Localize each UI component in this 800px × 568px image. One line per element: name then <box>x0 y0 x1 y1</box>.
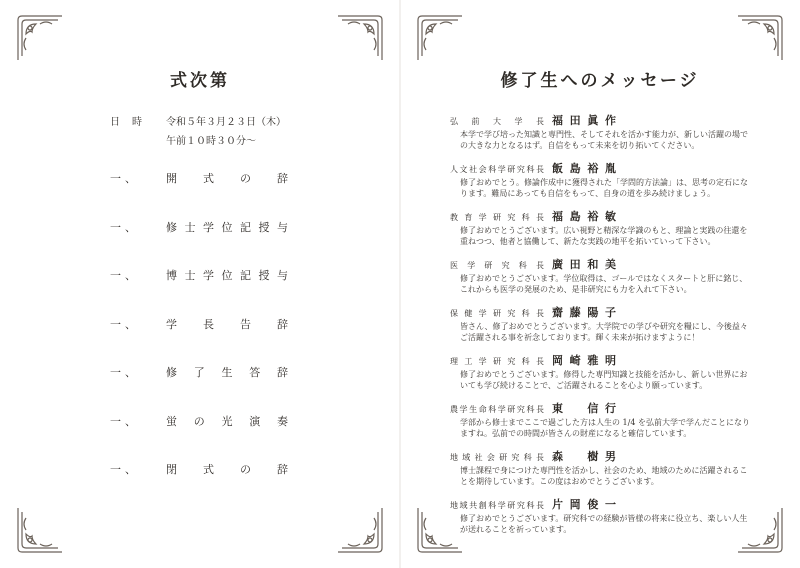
messages-title: 修了生へのメッセージ <box>500 71 700 91</box>
message-text: 修了おめでとうございます。修得した専門知識と技能を活かし、新しい世界においても学び続けることで、ご活躍されることを心より願っています。 <box>460 370 748 390</box>
sender-name: 福田眞作 <box>552 114 616 127</box>
message-entry <box>450 112 750 151</box>
programme-item-text: 博士学位記授与 <box>166 269 290 282</box>
programme-item <box>110 364 290 413</box>
message-entry <box>450 352 750 391</box>
ceremony-datetime <box>110 113 286 151</box>
programme-item-text: 修士学位記授与 <box>166 220 290 234</box>
sender-name: 福島裕敏 <box>552 210 616 223</box>
message-entry <box>450 496 750 535</box>
programme-item <box>110 461 290 510</box>
message-text: 本学で学び培った知識と専門性、そしてそれを活かす能力が、新しい活躍の場での大きな力となるはず。自信をもって未来を切り拓いてください。 <box>460 130 748 150</box>
sender-position: 人文社会科学研究科長 <box>450 165 544 174</box>
programme-item-text: 学長告辞 <box>166 317 290 331</box>
message-entry <box>450 208 750 247</box>
programme-bullet: 一、 <box>110 366 140 379</box>
message-entry <box>450 304 750 343</box>
message-text: 修了おめでとう。修論作成中に獲得された「学問的方法論」は、思考の定石になります。難局にあっても自信をもって、自身の道を歩み続けましょう。 <box>460 178 748 198</box>
programme-item-text: 開式の辞 <box>166 172 290 185</box>
message-text: 学部から修士までここで過ごした方は人生の 1/4 を弘前大学で学んだことになりますね。弘前での時間が皆さんの財産になると確信しています。 <box>460 418 750 438</box>
datetime-label: 日時 <box>110 117 154 128</box>
sender-name: 廣田和美 <box>552 258 616 271</box>
sender-position: 理工学研究科長 <box>450 357 544 366</box>
sender-name: 森 樹男 <box>552 450 616 463</box>
programme-title: 式次第 <box>170 71 230 91</box>
message-text: 修了おめでとうございます。研究科での経験が皆様の将来に役立ち、楽しい人生が送れることを祈っています。 <box>460 514 748 534</box>
sender-position: 医学研究科長 <box>450 261 544 270</box>
message-entry <box>450 448 750 487</box>
sender-position: 地域共創科学研究科長 <box>450 501 544 510</box>
programme-bullet: 一、 <box>110 220 140 234</box>
message-entry <box>450 256 750 295</box>
programme-item-text: 蛍の光演奏 <box>166 414 290 428</box>
ceremony-time: 午前１０時３０分～ <box>166 136 256 147</box>
corner-ornament-icon <box>334 504 386 556</box>
message-text: 修了おめでとうございます。学位取得は、ゴールではなくスタートと肝に銘じ、これからも医学の発展のため、是非研究にも力を入れて下さい。 <box>460 274 748 294</box>
programme-list <box>110 170 290 510</box>
ceremony-date: 令和５年３月２３日（木） <box>166 117 286 128</box>
sender-name: 齋藤陽子 <box>552 306 616 319</box>
sender-name: 東 信行 <box>552 402 616 415</box>
message-text: 博士課程で身につけた専門性を活かし、社会のため、地域のために活躍されることを期待しています。この度はおめでとうございます。 <box>460 466 748 486</box>
corner-ornament-icon <box>734 12 786 64</box>
programme-bullet: 一、 <box>110 463 140 476</box>
sender-name: 片岡俊一 <box>552 498 616 511</box>
message-text: 修了おめでとうございます。広い視野と精深な学識のもと、理論と実践の往還を重ねつつ、他者と協働して、新たな実践の地平を拓いていって下さい。 <box>460 226 748 246</box>
programme-bullet: 一、 <box>110 317 140 331</box>
corner-ornament-icon <box>414 12 466 64</box>
sender-position: 弘前大学長 <box>450 117 544 126</box>
right-page <box>400 0 800 568</box>
sender-position: 教育学研究科長 <box>450 213 544 222</box>
corner-ornament-icon <box>334 12 386 64</box>
programme-item <box>110 170 290 219</box>
message-entry <box>450 400 750 439</box>
corner-ornament-icon <box>14 504 66 556</box>
programme-bullet: 一、 <box>110 414 140 428</box>
sender-position: 農学生命科学研究科長 <box>450 405 544 414</box>
programme-bullet: 一、 <box>110 269 140 282</box>
programme-item <box>110 219 290 268</box>
sender-name: 岡崎雅明 <box>552 354 616 367</box>
programme-item <box>110 316 290 365</box>
programme-item-text: 閉式の辞 <box>166 463 290 476</box>
programme-item-text: 修了生答辞 <box>166 366 290 379</box>
message-entry <box>450 160 750 199</box>
programme-item <box>110 413 290 462</box>
programme-item <box>110 267 290 316</box>
corner-ornament-icon <box>14 12 66 64</box>
programme-bullet: 一、 <box>110 172 140 185</box>
sender-name: 飯島裕胤 <box>552 162 616 175</box>
message-text: 皆さん、修了おめでとうございます。大学院での学びや研究を糧にし、今後益々ご活躍される事を祈念しております。輝く未来が拓けますように！ <box>460 322 748 342</box>
sender-position: 保健学研究科長 <box>450 309 544 318</box>
message-list <box>450 112 750 544</box>
sender-position: 地域社会研究科長 <box>450 453 544 462</box>
